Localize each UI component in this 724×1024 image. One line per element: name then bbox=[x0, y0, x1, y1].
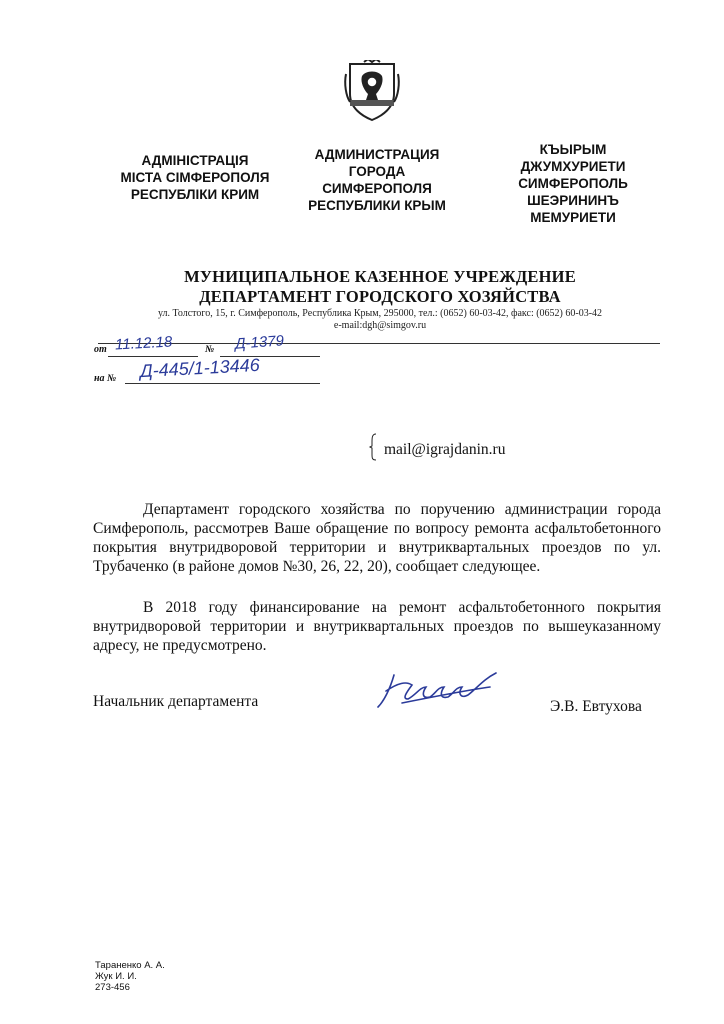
header-divider bbox=[98, 343, 660, 344]
department-name: ДЕПАРТАМЕНТ ГОРОДСКОГО ХОЗЯЙСТВА bbox=[199, 287, 561, 306]
handwritten-signature-icon bbox=[372, 667, 502, 713]
header-ru-line: РЕСПУБЛИКИ КРЫМ bbox=[308, 198, 446, 213]
header-cr-line: МЕМУРИЕТИ bbox=[530, 210, 616, 225]
reply-underline bbox=[125, 383, 320, 384]
body-paragraph: В 2018 году финансирование на ремонт асфальтобетонного покрытия внутридворовой территории и внутриквартальных проездов по вышеуказанному адресу, не предусмотрено. bbox=[93, 599, 661, 654]
signatory-title: Начальник департамента bbox=[93, 693, 259, 710]
header-ru-line: ГОРОДА bbox=[348, 164, 406, 179]
header-ua-line: РЕСПУБЛІКИ КРИМ bbox=[130, 187, 260, 202]
reply-label: на № bbox=[94, 373, 117, 384]
header-cr-line: КЪЫРЫМ bbox=[539, 142, 607, 157]
body-paragraph: Департамент городского хозяйства по поручению администрации города Симферополь, рассмотрев Ваше обращение по вопросу ремонта асфальтобетонного покрытия внутридворовой территории и внутриквартальных проездов по ул. Трубаченко (в районе домов №30, 26, 22, 20), сообщает следующее. bbox=[93, 501, 661, 575]
reply-handwritten: Д-445/1-13446 bbox=[139, 354, 261, 382]
executor-line: Жук И. И. bbox=[95, 971, 137, 982]
header-ru-line: СИМФЕРОПОЛЯ bbox=[322, 181, 432, 196]
organization-name: МУНИЦИПАЛЬНОЕ КАЗЕННОЕ УЧРЕЖДЕНИЕ bbox=[184, 267, 576, 286]
date-label: от bbox=[94, 344, 107, 355]
number-label: № bbox=[205, 344, 215, 355]
signatory-name: Э.В. Евтухова bbox=[550, 698, 642, 715]
header-cr-line: ДЖУМХУРИЕТИ bbox=[520, 159, 626, 174]
date-handwritten: 11.12.18 bbox=[114, 333, 173, 354]
header-russian bbox=[282, 146, 472, 214]
header-crimean-tatar bbox=[488, 141, 658, 226]
executor-phone: 273-456 bbox=[95, 982, 130, 993]
header-cr-line: ШЕЭРИНИНЪ bbox=[527, 193, 619, 208]
header-ru-line: АДМИНИСТРАЦИЯ bbox=[314, 147, 440, 162]
executor-line: Тараненко А. А. bbox=[95, 960, 165, 971]
header-ukrainian bbox=[95, 152, 295, 203]
number-handwritten: Д-1379 bbox=[234, 332, 285, 353]
header-ua-line: АДМІНІСТРАЦІЯ bbox=[141, 153, 249, 168]
date-underline bbox=[108, 356, 198, 357]
organization-email: e-mail:dgh@simgov.ru bbox=[333, 320, 427, 331]
crimea-coat-of-arms-icon bbox=[342, 60, 402, 122]
recipient-email: mail@igrajdanin.ru bbox=[384, 441, 506, 458]
header-cr-line: СИМФЕРОПОЛЬ bbox=[518, 176, 628, 191]
recipient-bracket-icon bbox=[368, 432, 380, 462]
organization-address: ул. Толстого, 15, г. Симферополь, Республика Крым, 295000, тел.: (0652) 60-03-42, факс: (0652) 60-03-42 bbox=[157, 308, 603, 319]
header-ua-line: МІСТА СІМФЕРОПОЛЯ bbox=[120, 170, 270, 185]
